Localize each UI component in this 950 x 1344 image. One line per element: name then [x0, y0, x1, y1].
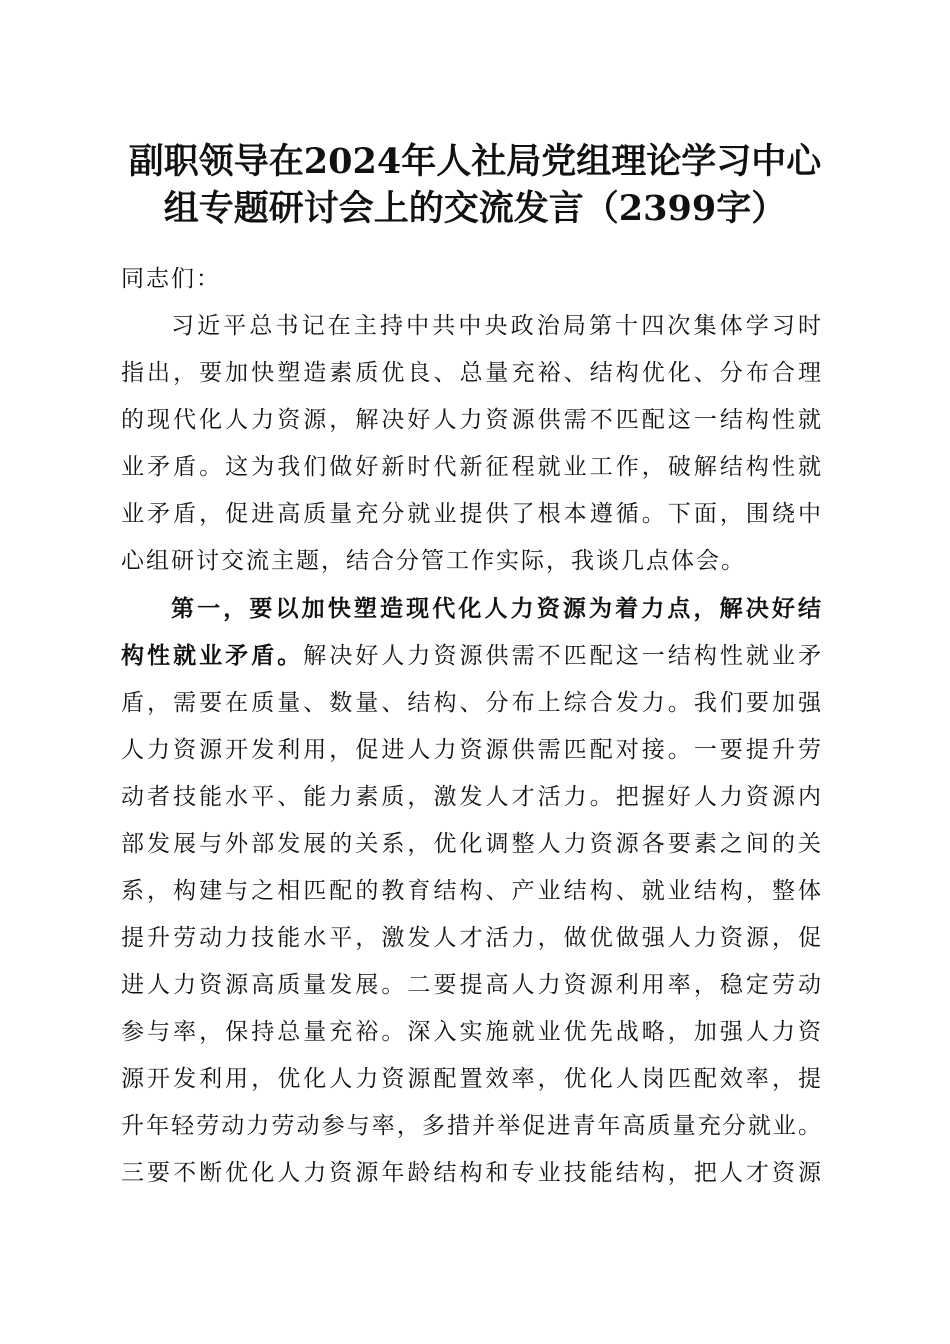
paragraph-line: 业矛盾，促进高质量充分就业提供了根本遵循。下面，围绕中 [121, 501, 821, 527]
paragraph-line: 心组研讨交流主题，结合分管工作实际，我谈几点体会。 [121, 548, 746, 574]
paragraph-line: 盾，需要在质量、数量、结构、分布上综合发力。我们要加强 [121, 690, 821, 716]
title-line-1: 副职领导在2024年人社局党组理论学习中心 [128, 141, 822, 182]
paragraph-line-mixed [121, 632, 821, 680]
title-line-2: 组专题研讨会上的交流发言（2399字） [163, 188, 787, 229]
paragraph-line: 动者技能水平、能力素质，激发人才活力。把握好人力资源内 [121, 784, 821, 810]
paragraph-line: 提升劳动力技能水平，激发人才活力，做优做强人力资源，促 [121, 925, 821, 951]
paragraph-line: 源开发利用，优化人力资源配置效率，优化人岗匹配效率，提 [121, 1066, 821, 1092]
paragraph-line: 进人力资源高质量发展。二要提高人力资源利用率，稳定劳动 [121, 972, 821, 998]
paragraph-line: 三要不断优化人力资源年龄结构和专业技能结构，把人才资源 [121, 1160, 821, 1186]
paragraph-text: 解决好人力资源供需不匹配这一结构性就业矛 [303, 643, 822, 669]
section-heading-tail: 构性就业矛盾。 [121, 642, 304, 669]
paragraph-line: 业矛盾。这为我们做好新时代新征程就业工作，破解结构性就 [121, 454, 821, 480]
paragraph-line: 参与率，保持总量充裕。深入实施就业优先战略，加强人力资 [121, 1019, 821, 1045]
paragraph-line: 系，构建与之相匹配的教育结构、产业结构、就业结构，整体 [121, 878, 821, 904]
paragraph-line: 指出，要加快塑造素质优良、总量充裕、结构优化、分布合理 [121, 360, 821, 386]
document-title [100, 138, 850, 232]
paragraph-line: 人力资源开发利用，促进人力资源供需匹配对接。一要提升劳 [121, 737, 821, 763]
paragraph-line: 升年轻劳动力劳动参与率，多措并举促进青年高质量充分就业。 [121, 1113, 821, 1139]
salutation: 同志们： [121, 266, 221, 292]
document-body [121, 256, 831, 1197]
paragraph-line: 的现代化人力资源，解决好人力资源供需不匹配这一结构性就 [121, 407, 821, 433]
paragraph-line: 部发展与外部发展的关系，优化调整人力资源各要素之间的关 [121, 831, 821, 857]
paragraph-line: 习近平总书记在主持中共中央政治局第十四次集体学习时 [171, 313, 821, 339]
section-heading-line: 第一，要以加快塑造现代化人力资源为着力点，解决好结 [171, 595, 821, 622]
